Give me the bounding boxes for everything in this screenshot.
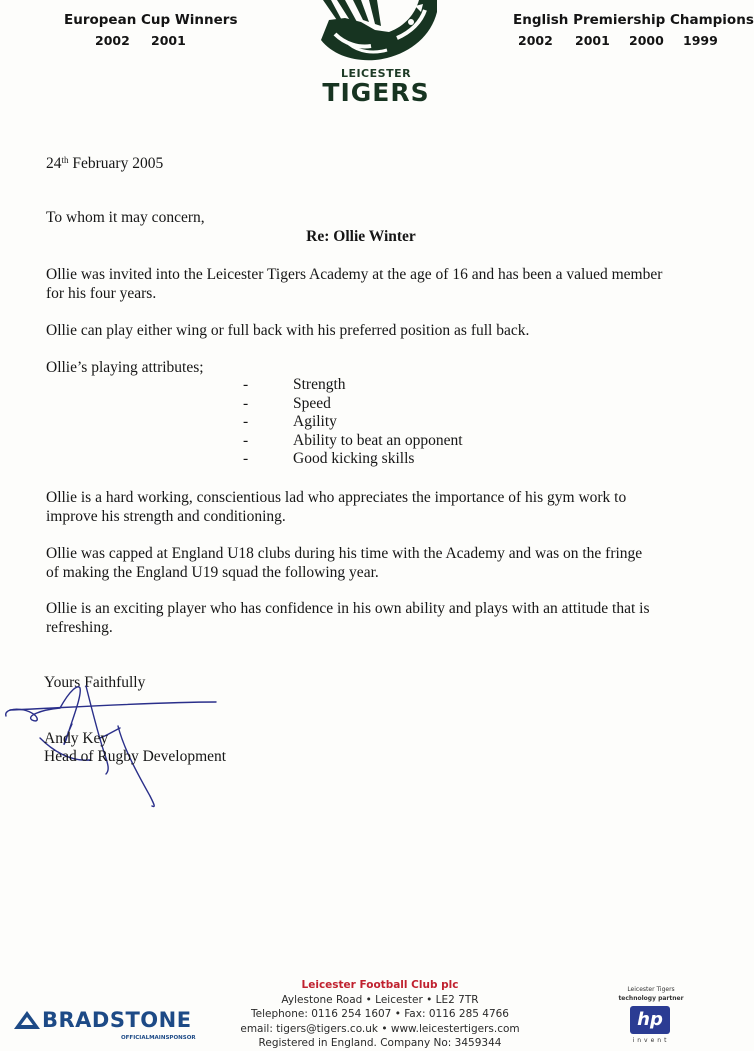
hp-tagline: invent	[632, 1037, 670, 1044]
attribute-label: Ability to beat an opponent	[293, 431, 463, 449]
paragraph-1: Ollie was invited into the Leicester Tigers Academy at the age of 16 and has been a valued member for his four years.	[46, 266, 663, 302]
partner-caption-1: Leicester Tigers	[627, 986, 675, 993]
partner-caption-2: technology partner	[618, 995, 684, 1002]
list-item	[243, 432, 463, 451]
paragraph-2: Ollie can play either wing or full back with his preferred position as full back.	[46, 322, 530, 339]
attribute-label: Agility	[293, 413, 337, 431]
closing: Yours Faithfully	[44, 674, 146, 691]
sponsor-subtitle: OFFICIALMAINSPONSOR	[121, 1035, 196, 1041]
bullet-dash: -	[243, 413, 249, 431]
hp-logo-icon: hp	[630, 1006, 670, 1034]
header-left-years	[95, 33, 186, 48]
attribute-label: Strength	[293, 376, 346, 393]
list-item	[243, 450, 463, 469]
footer-phone: Telephone: 0116 254 1607 • Fax: 0116 285 4766	[251, 1008, 509, 1020]
footer-email: email: tigers@tigers.co.uk • www.leicestertigers.com	[240, 1022, 520, 1035]
attribute-label: Good kicking skills	[293, 450, 415, 468]
bullet-dash: -	[243, 394, 249, 412]
sponsor-name: BRADSTONE	[42, 1008, 192, 1032]
signer-title: Head of Rugby Development	[44, 748, 227, 765]
header-right-title: English Premiership Champions	[513, 12, 754, 28]
list-item	[243, 376, 463, 395]
year: 2001	[151, 33, 186, 48]
letter-date	[46, 151, 163, 173]
handwritten-signature	[0, 680, 230, 810]
bullet-dash: -	[243, 450, 249, 468]
letter-subject: Re: Ollie Winter	[306, 228, 416, 245]
footer-club-name: Leicester Football Club plc	[301, 979, 459, 991]
paragraph-3: Ollie is a hard working, conscientious lad who appreciates the importance of his gym work to improve his strength and conditioning.	[46, 489, 627, 525]
header-left-title: European Cup Winners	[64, 12, 238, 28]
year: 1999	[683, 33, 718, 48]
date-day: 24	[46, 155, 62, 172]
bullet-dash: -	[243, 431, 249, 449]
list-item	[243, 413, 463, 432]
tiger-head-logo	[315, 0, 441, 64]
signer-name: Andy Key	[44, 730, 109, 747]
footer-address: Aylestone Road • Leicester • LE2 7TR	[281, 993, 479, 1006]
club-name-big: TIGERS	[322, 78, 430, 107]
attribute-label: Speed	[293, 394, 331, 412]
club-name-small: LEICESTER	[340, 67, 412, 80]
bullet-dash: -	[243, 376, 249, 393]
bradstone-logo-icon	[14, 1011, 40, 1029]
year: 2002	[518, 33, 553, 48]
year: 2002	[95, 33, 130, 48]
year: 2000	[629, 33, 664, 48]
header-right-years	[518, 33, 718, 48]
salutation: To whom it may concern,	[46, 209, 205, 226]
date-suffix: th	[61, 155, 69, 165]
footer-address-block	[200, 978, 560, 1051]
year: 2001	[575, 33, 610, 48]
date-rest: February 2005	[68, 155, 164, 172]
attributes-list	[243, 376, 463, 469]
footer-registration: Registered in England. Company No: 3459344	[258, 1037, 502, 1049]
paragraph-5: Ollie is an exciting player who has confidence in his own ability and plays with an attitude that is refreshing.	[46, 600, 650, 636]
attributes-intro: Ollie’s playing attributes;	[46, 359, 204, 376]
list-item	[243, 395, 463, 414]
paragraph-4: Ollie was capped at England U18 clubs during his time with the Academy and was on the fringe of making the England U19 squad the following year.	[46, 545, 643, 581]
